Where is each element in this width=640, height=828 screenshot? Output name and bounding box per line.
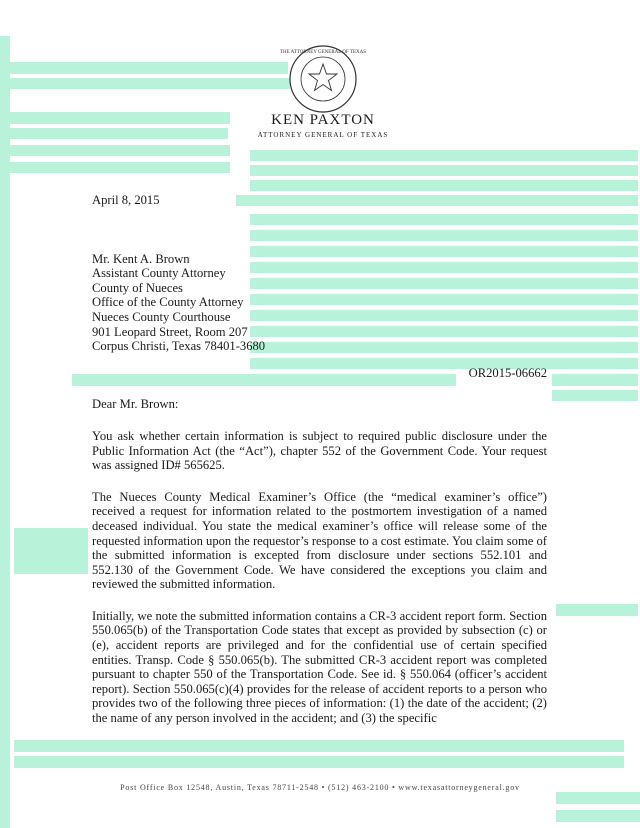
star-icon	[309, 64, 337, 91]
recipient-line: Mr. Kent A. Brown	[92, 251, 190, 266]
letter-date: April 8, 2015	[92, 193, 160, 207]
recipient-line: Office of the County Attorney	[92, 295, 244, 310]
attorney-general-seal	[279, 44, 367, 114]
recipient-line: Corpus Christi, Texas 78401-3680	[92, 339, 266, 354]
salutation: Dear Mr. Brown:	[92, 397, 179, 412]
recipient-address	[92, 252, 547, 354]
reference-number: OR2015-06662	[468, 365, 547, 380]
svg-text:THE ATTORNEY GENERAL OF TEXAS: THE ATTORNEY GENERAL OF TEXAS	[279, 50, 367, 55]
letterhead-name: KEN PAXTON	[271, 112, 375, 128]
recipient-line: Assistant County Attorney	[92, 266, 226, 281]
letterhead-office: ATTORNEY GENERAL OF TEXAS	[257, 131, 389, 139]
paragraph: Initially, we note the submitted information contains a CR-3 accident report form. Section 550.065(b) of the Transportation Code states that except as provided by subsection (c) or (e), accident reports are privileged and for the confidential use of certain specified entities. Transp. Code § 550.065(b). The submitted CR-3 accident report was completed pursuant to chapter 550 of the Transportation Code. See id. § 550.064 (officer’s accident report). Section 550.065(c)(4) provides for the release of accident reports to a person who provides two of the following three pieces of information: (1) the date of the accident; (2) the name of any person involved in the accident; and (3) the specific	[92, 608, 547, 726]
recipient-line: County of Nueces	[92, 280, 183, 295]
footer-address: Post Office Box 12548, Austin, Texas 78711-2548 • (512) 463-2100 • www.texasattorneygeneral.gov	[120, 783, 520, 792]
recipient-line: 901 Leopard Street, Room 207	[92, 324, 248, 339]
letter-body	[92, 193, 547, 743]
paragraph: You ask whether certain information is subject to required public disclosure under the Public Information Act (the “Act”), chapter 552 of the Government Code. Your request was assigned ID# 565625.	[92, 428, 547, 473]
paragraph: The Nueces County Medical Examiner’s Office (the “medical examiner’s office”) received a request for information related to the postmortem investigation of a named deceased individual. You state the medical examiner’s office will release some of the requested information upon the requestor’s response to a cost estimate. You claim some of the submitted information is excepted from disclosure under sections 552.101 and 552.130 of the Government Code. We have considered the exceptions you claim and reviewed the submitted information.	[92, 489, 547, 592]
recipient-line: Nueces County Courthouse	[92, 309, 231, 324]
